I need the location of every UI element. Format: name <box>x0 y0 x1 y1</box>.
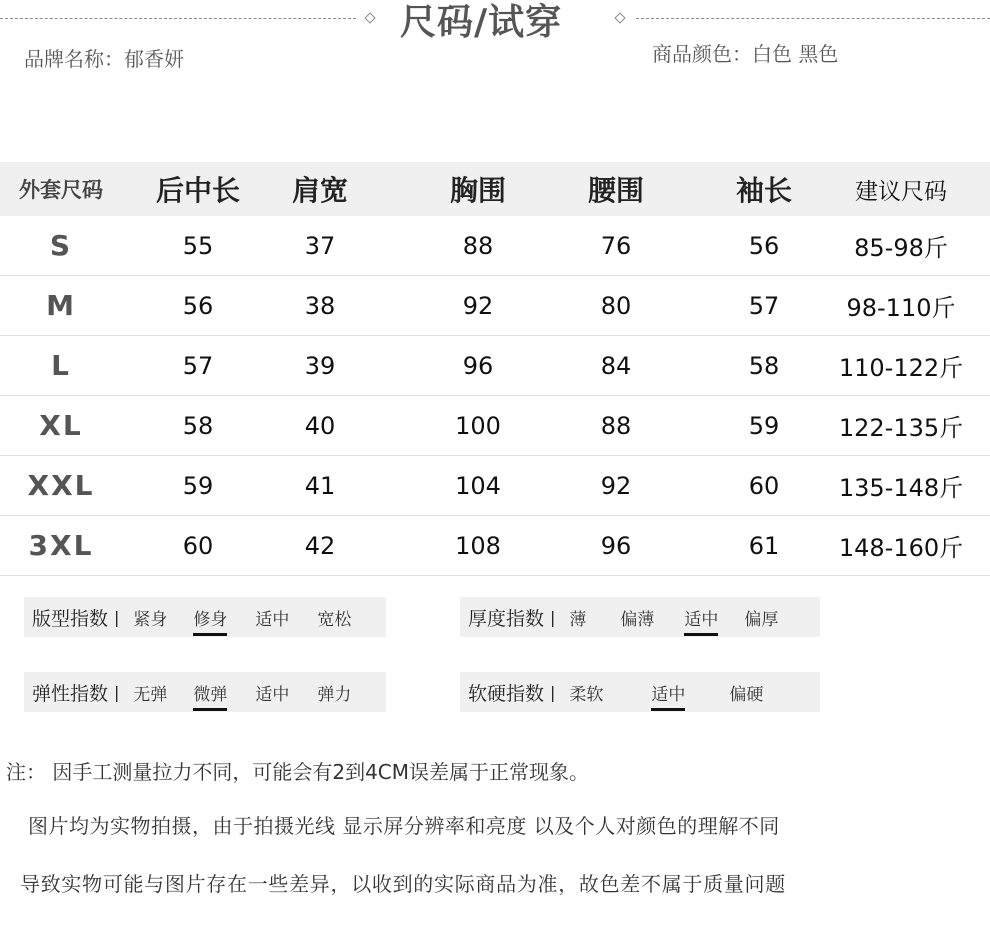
table-cell: 88 <box>462 231 494 260</box>
page-title: 尺码/试穿 <box>400 2 563 43</box>
thickness-index <box>460 597 820 637</box>
table-cell: 92 <box>462 291 494 320</box>
table-row <box>0 216 990 276</box>
color-note-line-2: 导致实物可能与图片存在一些差异，以收到的实际商品为准，故色差不属于质量问题 <box>20 872 786 896</box>
table-cell: 110-122斤 <box>838 354 964 382</box>
table-row <box>0 456 990 516</box>
brand-name: 品牌名称：郁香妍 <box>24 47 184 71</box>
table-row <box>0 516 990 576</box>
index-separator: | <box>550 607 556 627</box>
table-cell: 41 <box>304 471 336 500</box>
size-table <box>0 162 990 576</box>
table-cell: 37 <box>304 231 336 260</box>
table-cell: 56 <box>748 231 780 260</box>
table-cell: 108 <box>455 531 501 560</box>
diamond-icon <box>614 12 625 23</box>
size-cell: M <box>46 289 76 322</box>
column-header: 肩宽 <box>291 174 348 207</box>
table-cell: 88 <box>600 411 632 440</box>
table-cell: 59 <box>748 411 780 440</box>
table-cell: 57 <box>748 291 780 320</box>
index-separator: | <box>550 682 556 702</box>
table-cell: 135-148斤 <box>838 474 964 502</box>
index-separator: | <box>114 607 120 627</box>
elasticity-option-selected: 微弹 <box>193 680 227 705</box>
elasticity-index <box>24 672 386 712</box>
color-note-line-1: 图片均为实物拍摄，由于拍摄光线 显示屏分辨率和亮度 以及个人对颜色的理解不同 <box>28 814 780 838</box>
table-cell: 84 <box>600 351 632 380</box>
elasticity-option: 适中 <box>255 684 290 705</box>
thickness-index-label: 厚度指数 <box>468 607 545 630</box>
table-cell: 55 <box>182 231 214 260</box>
index-separator: | <box>114 682 120 702</box>
table-row <box>0 336 990 396</box>
table-cell: 56 <box>182 291 214 320</box>
column-header: 胸围 <box>449 174 506 207</box>
header-divider-right <box>636 18 990 19</box>
size-cell: XL <box>39 409 83 442</box>
column-header: 外套尺码 <box>19 178 103 202</box>
header-divider-left <box>0 18 356 19</box>
table-cell: 61 <box>748 531 780 560</box>
softness-index <box>460 672 820 712</box>
softness-option: 柔软 <box>569 684 604 705</box>
elasticity-option: 无弹 <box>133 684 168 705</box>
table-cell: 57 <box>182 351 214 380</box>
column-header: 后中长 <box>155 174 240 207</box>
column-header: 腰围 <box>587 174 644 207</box>
table-cell: 60 <box>182 531 214 560</box>
fit-option: 宽松 <box>317 609 352 630</box>
table-cell: 92 <box>600 471 632 500</box>
size-cell: 3XL <box>28 529 94 562</box>
thickness-option: 偏薄 <box>620 609 655 630</box>
table-cell: 96 <box>600 531 632 560</box>
table-cell: 40 <box>304 411 336 440</box>
diamond-icon <box>364 12 375 23</box>
table-cell: 98-110斤 <box>846 294 956 322</box>
table-cell: 104 <box>455 471 501 500</box>
fit-index-label: 版型指数 <box>32 607 109 630</box>
softness-option: 偏硬 <box>729 684 764 705</box>
size-table-header <box>0 162 990 216</box>
size-cell: L <box>51 349 71 382</box>
fit-option: 适中 <box>255 609 290 630</box>
size-cell: S <box>49 229 73 262</box>
table-cell: 76 <box>600 231 632 260</box>
table-cell: 96 <box>462 351 494 380</box>
elasticity-index-label: 弹性指数 <box>32 682 109 705</box>
table-cell: 148-160斤 <box>838 534 964 562</box>
fit-index <box>24 597 386 637</box>
fit-option-selected: 修身 <box>193 605 227 630</box>
product-colors: 商品颜色：白色 黑色 <box>652 42 839 66</box>
table-cell: 85-98斤 <box>854 234 948 262</box>
table-row <box>0 276 990 336</box>
softness-option-selected: 适中 <box>651 680 685 705</box>
softness-index-label: 软硬指数 <box>468 682 545 705</box>
table-cell: 42 <box>304 531 336 560</box>
table-cell: 60 <box>748 471 780 500</box>
table-cell: 38 <box>304 291 336 320</box>
thickness-option-selected: 适中 <box>684 605 718 630</box>
table-row <box>0 396 990 456</box>
column-header: 袖长 <box>735 174 792 207</box>
table-cell: 100 <box>455 411 501 440</box>
measurement-note: 注： 因手工测量拉力不同，可能会有2到4CM误差属于正常现象。 <box>6 760 590 784</box>
elasticity-option: 弹力 <box>317 684 352 705</box>
table-cell: 122-135斤 <box>838 414 964 442</box>
table-cell: 80 <box>600 291 632 320</box>
table-cell: 58 <box>748 351 780 380</box>
table-cell: 58 <box>182 411 214 440</box>
size-cell: XXL <box>27 469 95 502</box>
table-cell: 59 <box>182 471 214 500</box>
table-cell: 39 <box>304 351 336 380</box>
thickness-option: 薄 <box>569 609 587 630</box>
thickness-option: 偏厚 <box>744 609 779 630</box>
fit-option: 紧身 <box>133 609 168 630</box>
column-header: 建议尺码 <box>855 178 947 205</box>
